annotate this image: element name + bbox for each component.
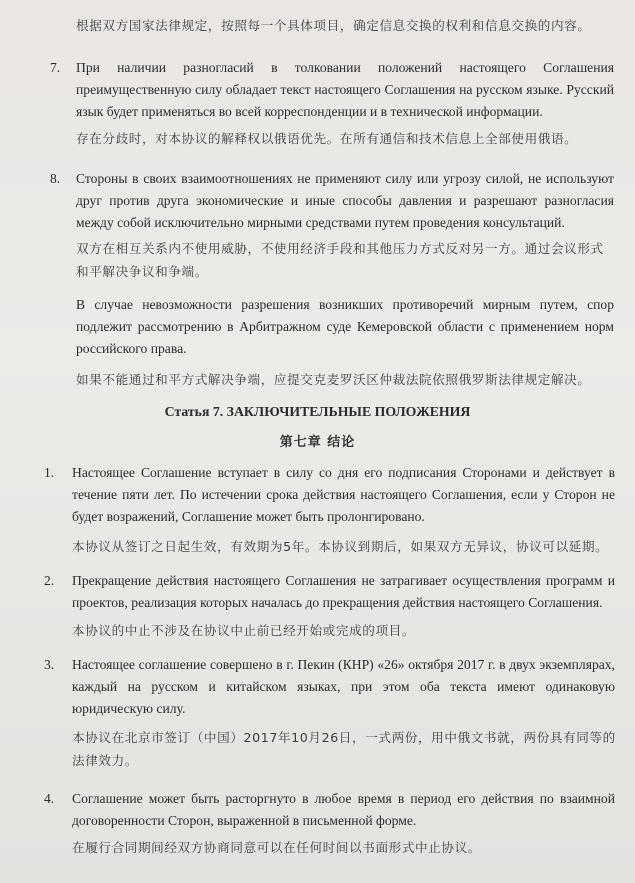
final-item-3-number: 3.	[44, 657, 55, 672]
final-item-2-cn: 本协议的中止不涉及在协议中止前已经开始或完成的项目。	[72, 623, 416, 638]
final-item-4-ru: Соглашение может быть расторгнуто в любое время в период его действия по взаимной договоренности Сторон, выраженной в письменной форме.	[72, 791, 615, 828]
item-7-cn: 存在分歧时，对本协议的解释权以俄语优先。在所有通信和技术信息上全部使用俄语。	[76, 131, 578, 146]
final-item-1-ru: Настоящее Соглашение вступает в силу со дня его подписания Сторонами и действует в течение пяти лет. По истечении срока действия настоящего Соглашения, если у Сторон не будет возражений, Соглашение может быть пролонгировано.	[72, 465, 615, 524]
article-title: Статья 7. ЗАКЛЮЧИТЕЛЬНЫЕ ПОЛОЖЕНИЯ	[164, 404, 471, 419]
item-7-ru: При наличии разногласий в толковании положений настоящего Соглашения преимущественную силу обладает текст настоящего Соглашения на русском языке. Русский язык будет применяться во всей корреспонденции и в технической информации.	[76, 60, 614, 119]
top-cn-paragraph: 根据双方国家法律规定，按照每一个具体项目，确定信息交换的权利和信息交换的内容。	[76, 18, 591, 33]
item-8-cn: 双方在相互关系内不使用威胁，不使用经济手段和其他压力方式反对另一方。通过会议形式和平解决争议和争端。	[76, 241, 604, 279]
item-8-number: 8.	[50, 171, 61, 186]
final-item-2-ru: Прекращение действия настоящего Соглашения не затрагивает осуществления программ и проектов, реализация которых началась до прекращения действия настоящего Соглашения.	[72, 573, 615, 610]
final-item-3-cn: 本协议在北京市签订（中国）2017年10月26日，一式两份，用中俄文书就，两份具有同等的法律效力。	[72, 730, 616, 768]
arbitration-ru: В случае невозможности разрешения возникших противоречий мирным путем, спор подлежит рассмотрению в Арбитражном суде Кемеровской области с применением норм российского права.	[76, 297, 614, 356]
final-item-1-number: 1.	[44, 465, 55, 480]
final-item-4-cn: 在履行合同期间经双方协商同意可以在任何时间以书面形式中止协议。	[72, 840, 482, 855]
article-cn-title: 第七章 结论	[279, 435, 356, 450]
final-item-2-number: 2.	[44, 573, 55, 588]
item-7-number: 7.	[50, 60, 61, 75]
item-8-ru: Стороны в своих взаимоотношениях не применяют силу или угрозу силой, не используют друг против друга экономические и иные способы давления и разрешают разногласия между собой исключительно мирными средствами путем проведения консультаций.	[76, 171, 614, 230]
final-item-1-cn: 本协议从签订之日起生效，有效期为5年。本协议到期后，如果双方无异议，协议可以延期。	[72, 539, 609, 554]
final-item-4-number: 4.	[44, 791, 55, 806]
final-item-3-ru: Настоящее соглашение совершено в г. Пекин (КНР) «26» октября 2017 г. в двух экземплярах, каждый на русском и китайском языках, при этом оба текста имеют одинаковую юридическую силу.	[72, 657, 615, 716]
arbitration-cn: 如果不能通过和平方式解决争端，应提交克麦罗沃区仲裁法院依照俄罗斯法律规定解决。	[76, 372, 591, 387]
